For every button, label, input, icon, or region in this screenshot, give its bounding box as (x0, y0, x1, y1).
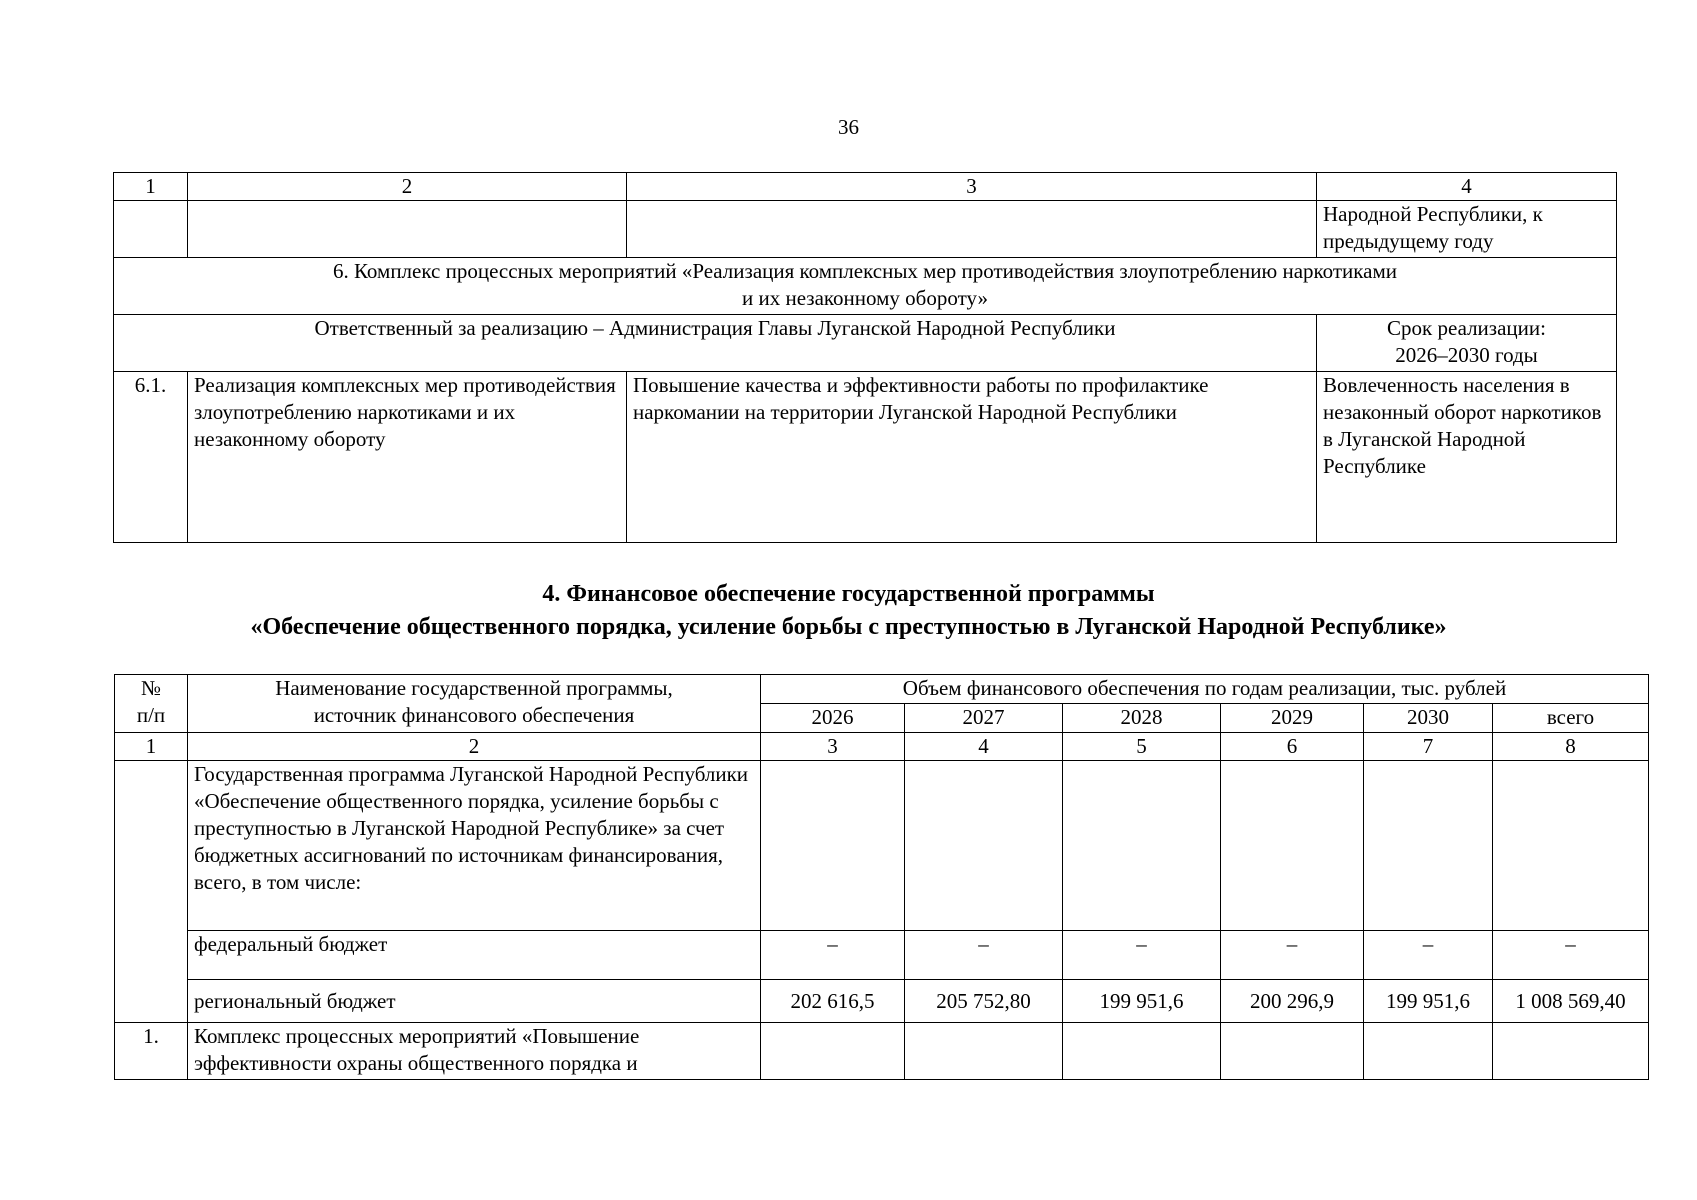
col-number: 5 (1063, 733, 1221, 761)
year-2027: 2027 (905, 704, 1063, 733)
activities-table (113, 172, 1617, 543)
program-title: Государственная программа Луганской Народной Республики «Обеспечение общественного порядка, усиление борьбы с преступностью в Луганской Народной Республике» за счет бюджетных ассигнований по источникам финансирования, всего, в том числе: (188, 761, 761, 931)
effect-cell: Повышение качества и эффективности работы по профилактике наркомании на территории Луганской Народной Республики (627, 372, 1317, 543)
section-title: 6. Комплекс процессных мероприятий «Реализация комплексных мер противодействия злоупотреблению наркотиками и их незаконному обороту» (114, 258, 1617, 315)
continued-indicator: Народной Республики, к предыдущему году (1317, 201, 1617, 258)
federal-value: – (905, 931, 1063, 980)
table-row (114, 201, 1617, 258)
regional-value: 200 296,9 (1221, 980, 1364, 1023)
col-num-1: 1 (114, 173, 188, 201)
table-header-row (114, 173, 1617, 201)
col-number: 1 (115, 733, 188, 761)
col-number: 4 (905, 733, 1063, 761)
row-number: 6.1. (114, 372, 188, 543)
col-number: 8 (1493, 733, 1649, 761)
header-name: Наименование государственной программы, источник финансового обеспечения (188, 675, 761, 733)
term-cell: Срок реализации: 2026–2030 годы (1317, 315, 1617, 372)
header-volume: Объем финансового обеспечения по годам реализации, тыс. рублей (761, 675, 1649, 704)
regional-value: 202 616,5 (761, 980, 905, 1023)
regional-budget-row (115, 980, 1649, 1023)
regional-value: 199 951,6 (1063, 980, 1221, 1023)
federal-value: – (761, 931, 905, 980)
federal-value: – (1364, 931, 1493, 980)
federal-value: – (1063, 931, 1221, 980)
section-heading-line1: 4. Финансовое обеспечение государственной программы (542, 581, 1155, 607)
year-2026: 2026 (761, 704, 905, 733)
col-number: 2 (188, 733, 761, 761)
col-number: 3 (761, 733, 905, 761)
federal-value: – (1221, 931, 1364, 980)
regional-value: 1 008 569,40 (1493, 980, 1649, 1023)
regional-value: 199 951,6 (1364, 980, 1493, 1023)
year-2028: 2028 (1063, 704, 1221, 733)
year-2029: 2029 (1221, 704, 1364, 733)
section-heading (0, 578, 1697, 644)
year-total: всего (1493, 704, 1649, 733)
table-row (114, 372, 1617, 543)
page-number: 36 (838, 115, 859, 139)
section-title-row (114, 258, 1617, 315)
table-header-row (115, 675, 1649, 704)
federal-budget-row (115, 931, 1649, 980)
subprogram-title: Комплекс процессных мероприятий «Повышение эффективности охраны общественного порядка и (188, 1023, 761, 1080)
table-row (115, 1023, 1649, 1080)
row-number: 1. (115, 1023, 188, 1080)
column-numbers-row (115, 733, 1649, 761)
col-num-2: 2 (188, 173, 627, 201)
task-cell: Реализация комплексных мер противодействия злоупотреблению наркотиками и их незаконному обороту (188, 372, 627, 543)
regional-value: 205 752,80 (905, 980, 1063, 1023)
program-row (115, 761, 1649, 931)
regional-label: региональный бюджет (188, 980, 761, 1023)
responsible-row (114, 315, 1617, 372)
federal-value: – (1493, 931, 1649, 980)
year-2030: 2030 (1364, 704, 1493, 733)
col-number: 7 (1364, 733, 1493, 761)
col-num-4: 4 (1317, 173, 1617, 201)
col-num-3: 3 (627, 173, 1317, 201)
header-num: № п/п (115, 675, 188, 733)
federal-label: федеральный бюджет (188, 931, 761, 980)
responsible-text: Ответственный за реализацию – Администрация Главы Луганской Народной Республики (114, 315, 1317, 372)
section-heading-line2: «Обеспечение общественного порядка, усиление борьбы с преступностью в Луганской Народной Республике» (250, 614, 1447, 640)
col-number: 6 (1221, 733, 1364, 761)
indicator-cell: Вовлеченность населения в незаконный оборот наркотиков в Луганской Народной Республике (1317, 372, 1617, 543)
financing-table (114, 674, 1649, 1080)
